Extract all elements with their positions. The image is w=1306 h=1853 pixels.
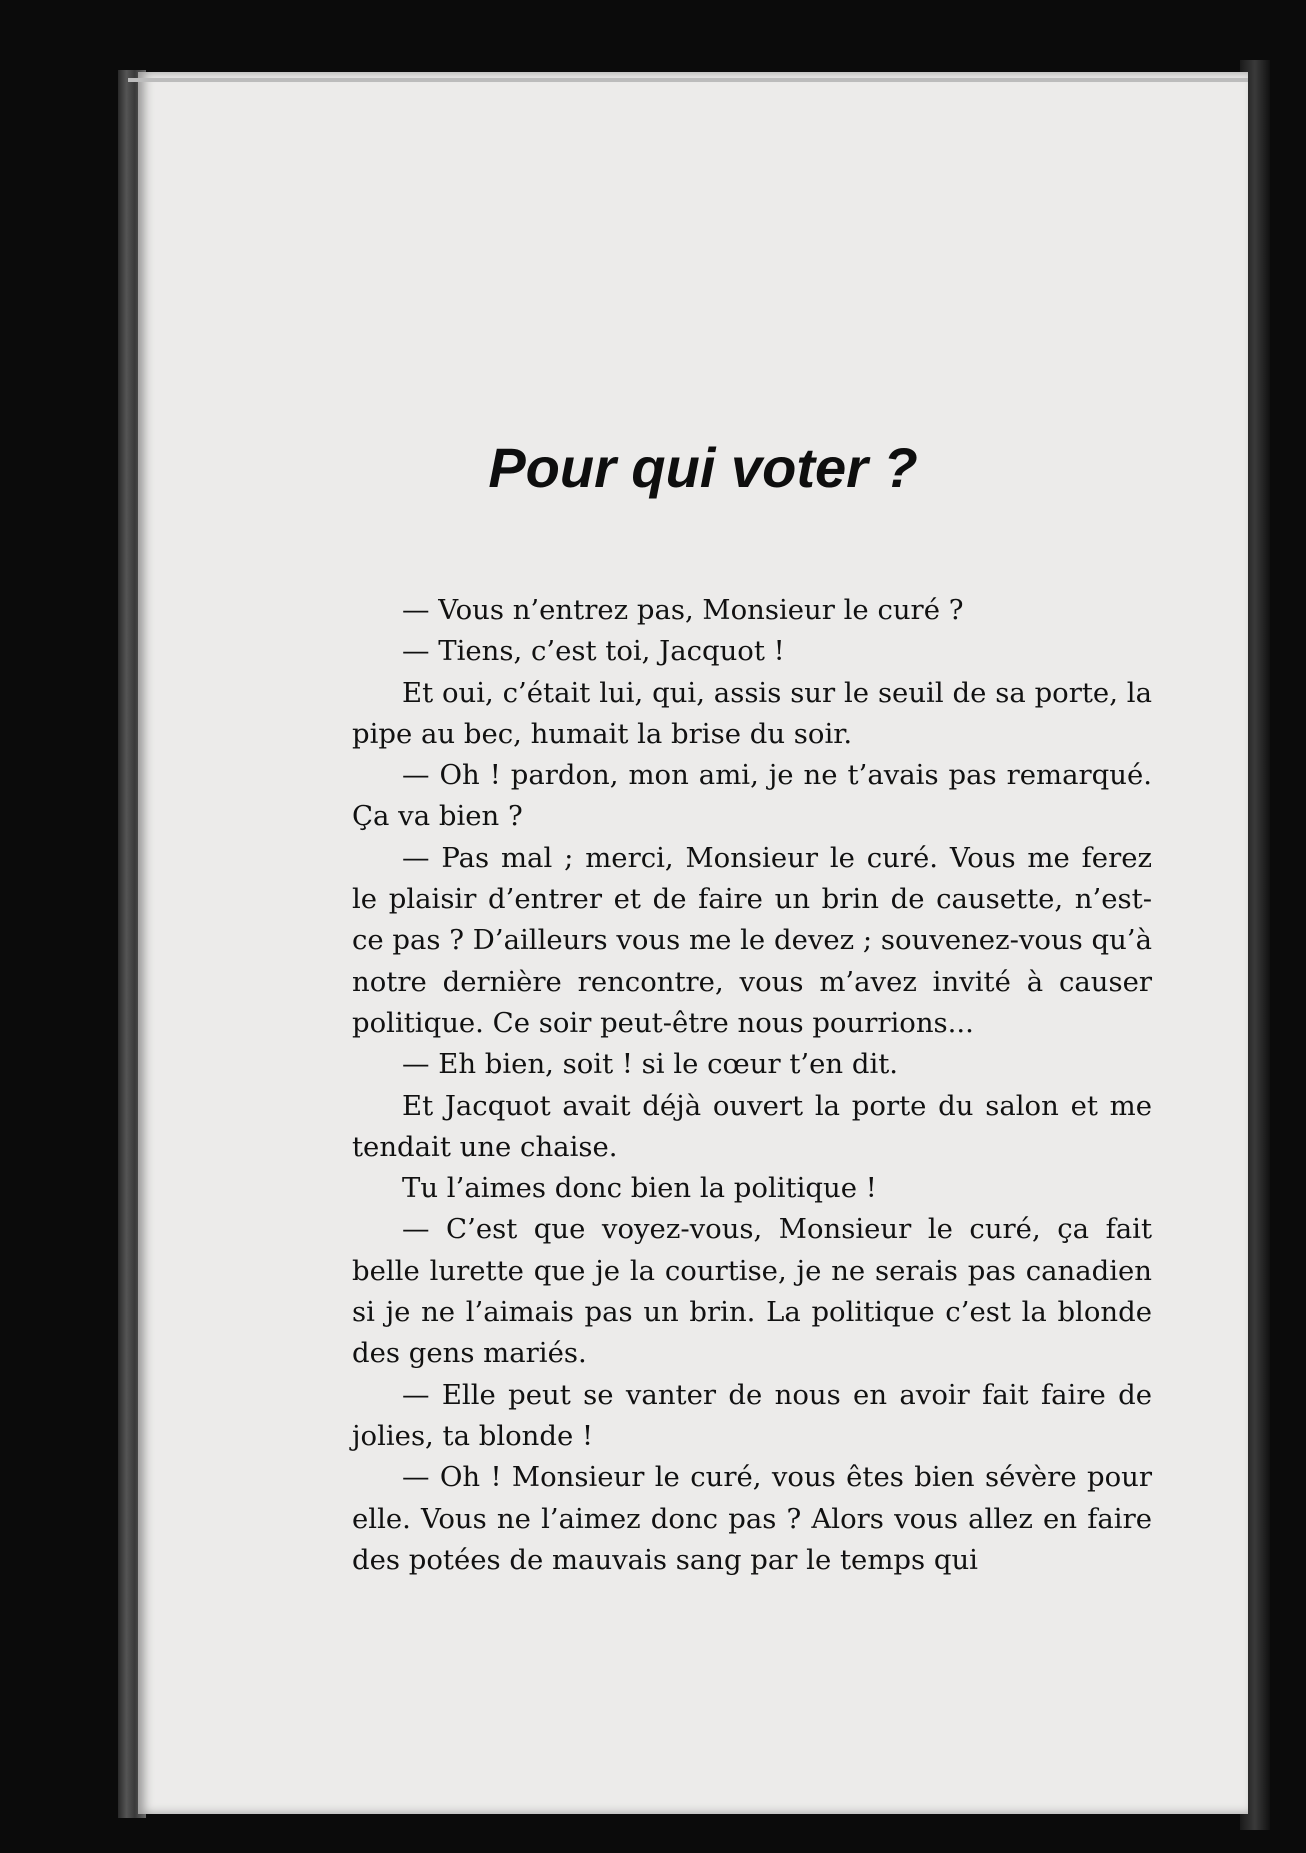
paragraph: — Oh ! pardon, mon ami, je ne t’avais pas remarqué. Ça va bien ?	[352, 759, 1152, 833]
body-text	[352, 590, 1152, 1581]
paragraph: — Pas mal ; merci, Monsieur le curé. Vous me ferez le plaisir d’entrer et de faire un brin de causette, n’est-ce pas ? D’ailleurs vous me le devez ; souvenez-vous qu’à notre dernière rencontre, vous m’avez invité à causer politique. Ce soir peut-être nous pourrions...	[352, 841, 1152, 1039]
paragraph: — C’est que voyez-vous, Monsieur le curé, ça fait belle lurette que je la courtise, je ne serais pas canadien si je ne l’aimais pas un brin. La politique c’est la blonde des gens mariés.	[352, 1213, 1152, 1370]
chapter-title: Pour qui voter ?	[488, 436, 918, 499]
paragraph: — Elle peut se vanter de nous en avoir fait faire de jolies, ta blonde !	[352, 1378, 1152, 1452]
paragraph: Tu l’aimes donc bien la politique !	[402, 1172, 877, 1205]
paragraph: — Vous n’entrez pas, Monsieur le curé ?	[402, 594, 964, 626]
page-top-edge	[128, 78, 1248, 82]
paragraph: — Tiens, c’est toi, Jacquot !	[402, 635, 785, 668]
paragraph: Et Jacquot avait déjà ouvert la porte du salon et me tendait une chaise.	[352, 1089, 1152, 1163]
paragraph: — Eh bien, soit ! si le cœur t’en dit.	[402, 1048, 899, 1081]
paragraph: — Oh ! Monsieur le curé, vous êtes bien sévère pour elle. Vous ne l’aimez donc pas ? Alors vous allez en faire des potées de mauvais sang par le temps qui	[352, 1461, 1152, 1576]
paragraph: Et oui, c’était lui, qui, assis sur le seuil de sa porte, la pipe au bec, humait la brise du soir.	[352, 676, 1152, 750]
